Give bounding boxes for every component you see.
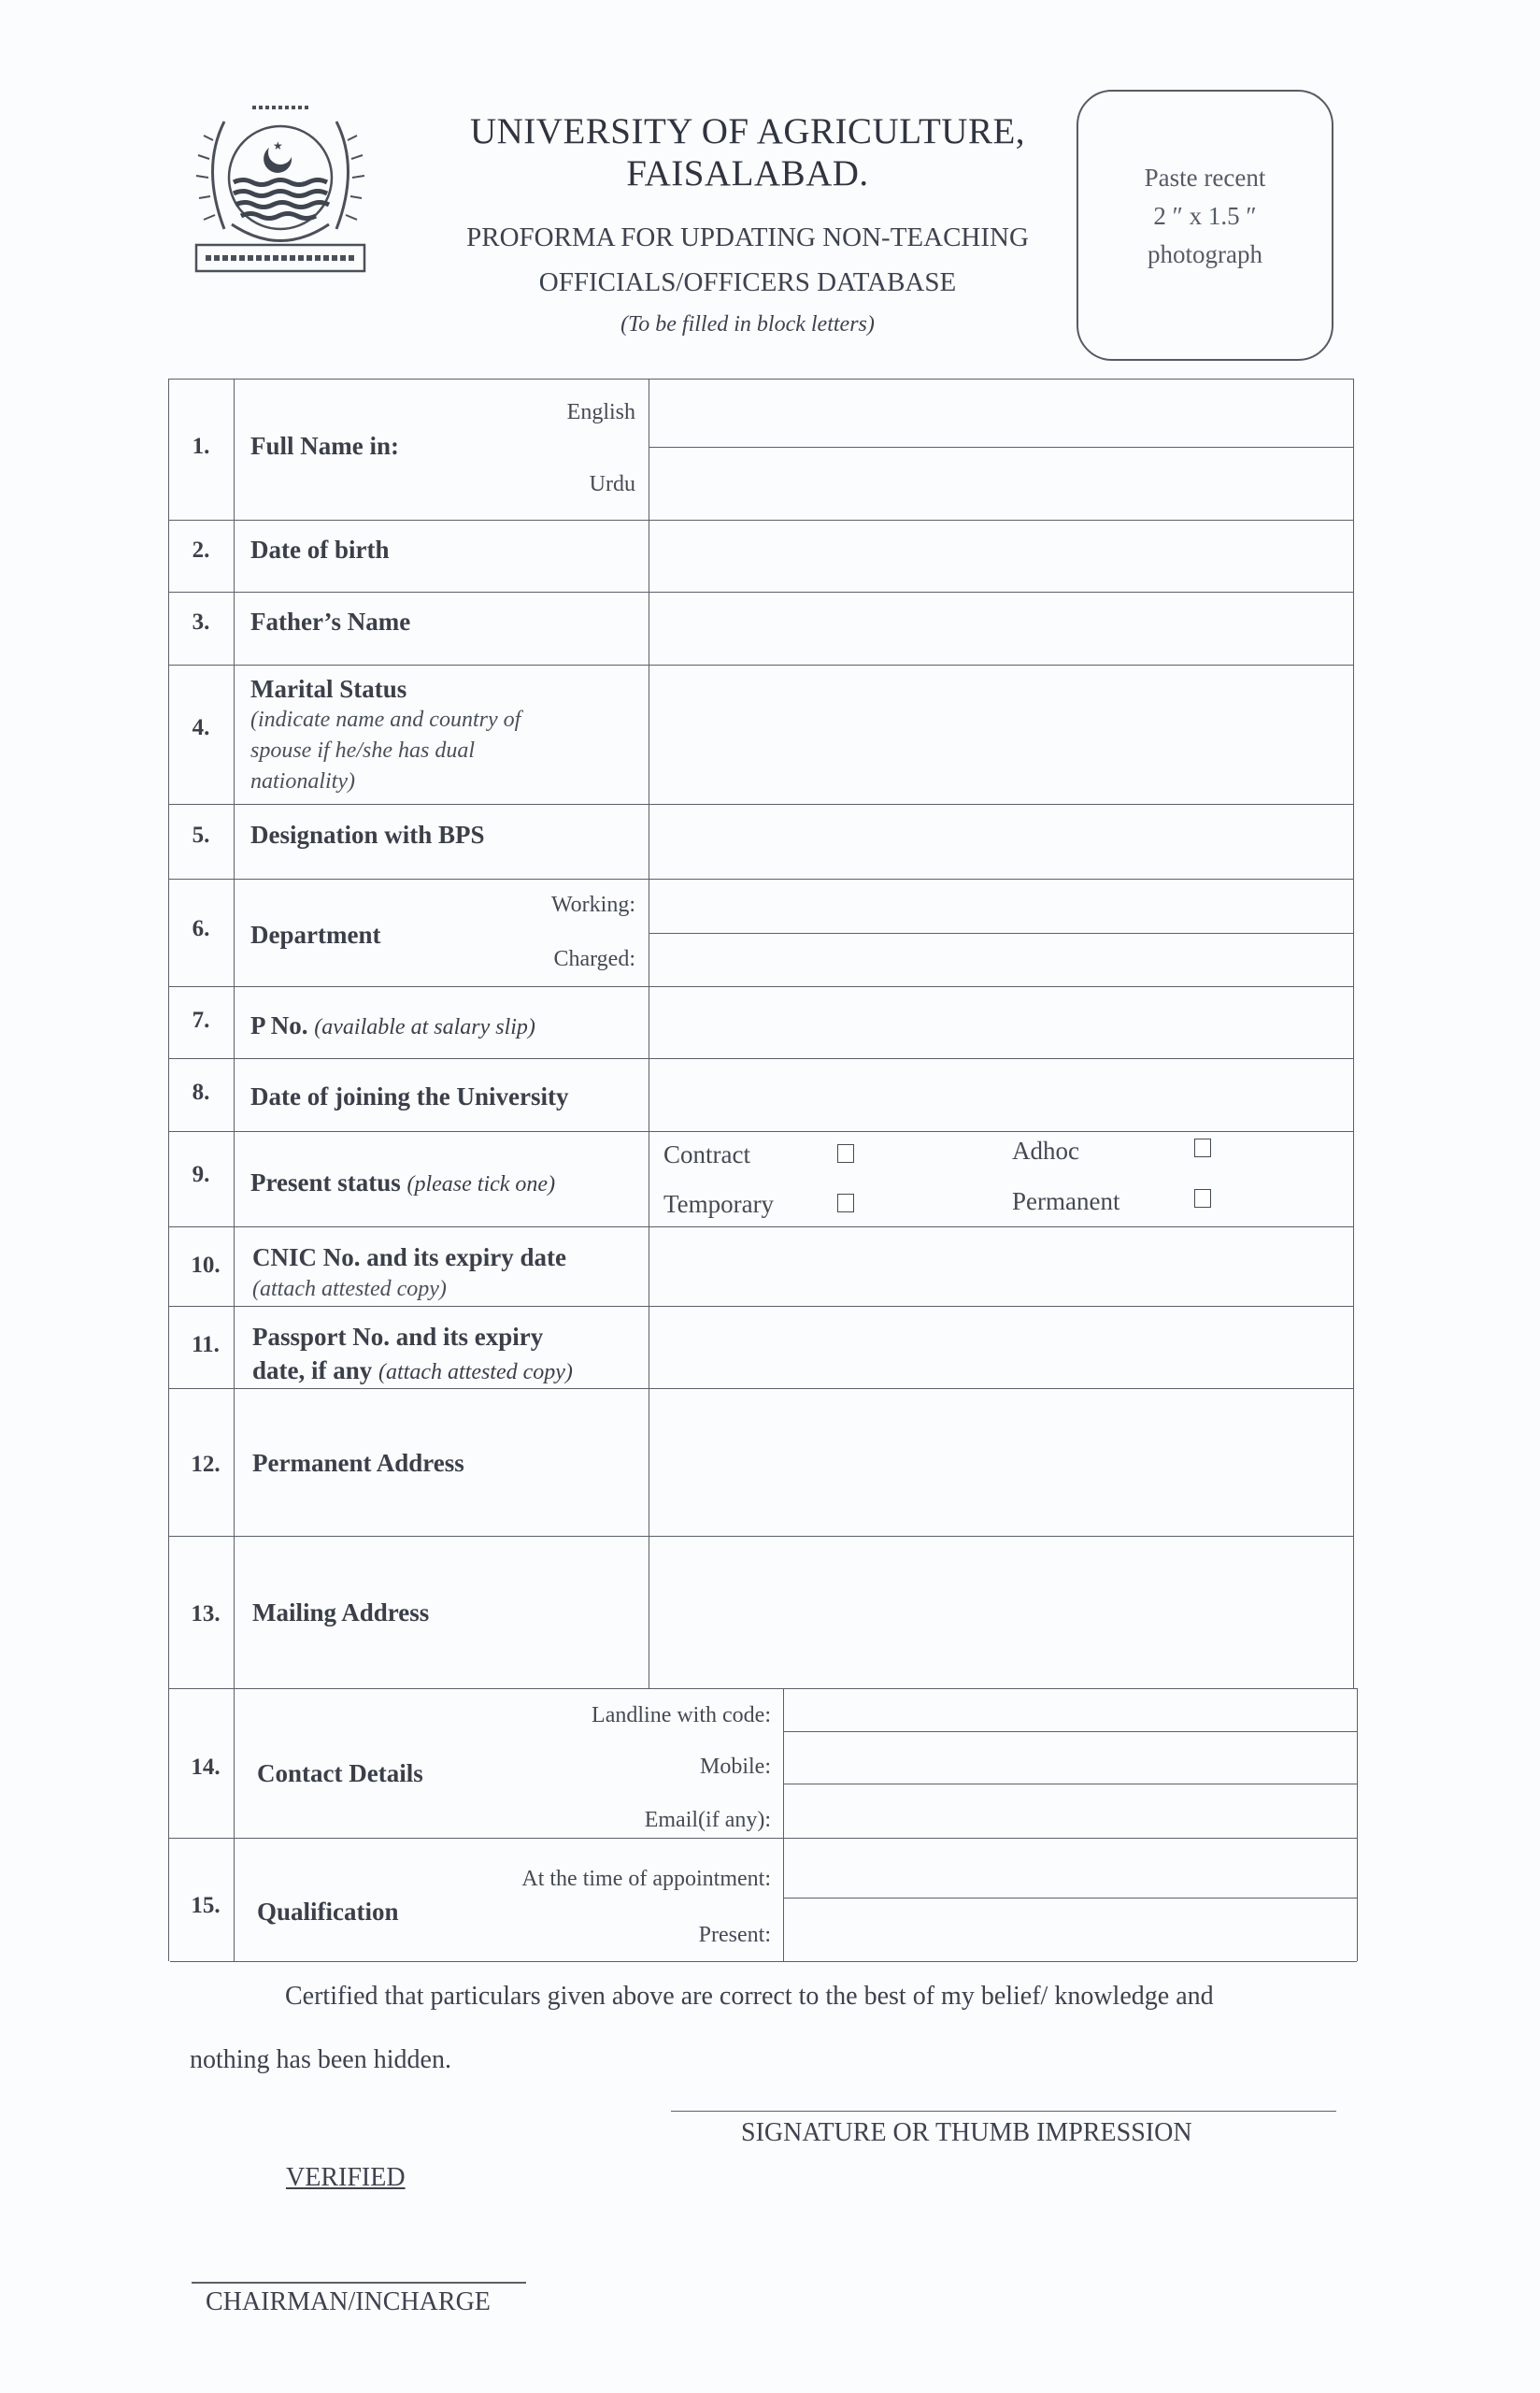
divider <box>783 1731 1357 1732</box>
permanent-address-field[interactable] <box>650 1390 1351 1534</box>
english-sublabel: English <box>566 400 635 424</box>
working-sublabel: Working: <box>550 893 635 917</box>
row-number: 1. <box>192 434 210 459</box>
university-name-line1: UNIVERSITY OF AGRICULTURE, <box>469 111 1026 151</box>
photo-instructions <box>1078 159 1332 274</box>
passport-label-line1: Passport No. and its expiry <box>252 1323 544 1351</box>
contract-checkbox[interactable] <box>837 1144 854 1163</box>
present-status-label <box>250 1168 555 1197</box>
p-no-note: (available at salary slip) <box>314 1015 535 1039</box>
present-status-label-text: Present status <box>250 1168 401 1196</box>
divider <box>168 804 1353 805</box>
date-of-joining-field[interactable] <box>650 1060 1351 1129</box>
photo-line2: 2 ″ x 1.5 ″ <box>1153 202 1257 230</box>
option-adhoc-label: Adhoc <box>1012 1137 1079 1165</box>
divider <box>168 879 1353 880</box>
marital-status-note-1: (indicate name and country of <box>250 708 521 732</box>
email-field[interactable] <box>785 1785 1355 1836</box>
designation-label: Designation with BPS <box>250 821 485 849</box>
date-of-joining-label: Date of joining the University <box>250 1082 569 1111</box>
certification-line1: Certified that particulars given above are correct to the best of my belief/ knowledge and <box>285 1982 1214 2011</box>
qualification-appointment-field[interactable] <box>785 1840 1355 1896</box>
passport-field[interactable] <box>650 1308 1351 1386</box>
certification-line2: nothing has been hidden. <box>190 2045 451 2074</box>
row-number: 14. <box>191 1755 221 1780</box>
permanent-address-label: Permanent Address <box>252 1449 464 1477</box>
fathers-name-label: Father’s Name <box>250 608 411 636</box>
fill-instruction: (To be filled in block letters) <box>620 312 875 337</box>
fathers-name-field[interactable] <box>650 594 1351 663</box>
department-charged-field[interactable] <box>650 935 1351 984</box>
table-bottom-border <box>170 1961 1357 1962</box>
row-number: 13. <box>191 1601 221 1626</box>
designation-field[interactable] <box>650 806 1351 877</box>
row-number: 8. <box>192 1080 210 1105</box>
full-name-english-field[interactable] <box>650 380 1351 446</box>
charged-sublabel: Charged: <box>553 947 635 971</box>
row-number: 9. <box>192 1162 210 1187</box>
photo-line1: Paste recent <box>1144 164 1266 192</box>
passport-label-line2-text: date, if any <box>252 1356 373 1384</box>
value-column-divider-lower <box>783 1688 784 1961</box>
photo-line3: photograph <box>1148 240 1262 268</box>
option-temporary-label: Temporary <box>663 1190 775 1218</box>
full-name-label: Full Name in: <box>250 432 399 460</box>
signature-line <box>671 2111 1336 2112</box>
divider <box>783 1898 1357 1899</box>
p-no-field[interactable] <box>650 988 1351 1056</box>
divider <box>649 447 1353 448</box>
appointment-sublabel: At the time of appointment: <box>521 1867 771 1891</box>
divider <box>168 1131 1353 1132</box>
qualification-present-field[interactable] <box>785 1899 1355 1959</box>
marital-status-note-3: nationality) <box>250 769 355 794</box>
row-number: 12. <box>191 1452 221 1477</box>
row-number: 10. <box>191 1253 221 1278</box>
divider <box>168 1388 1353 1389</box>
adhoc-checkbox[interactable] <box>1194 1139 1211 1157</box>
row-number: 3. <box>192 609 210 635</box>
p-no-label <box>250 1011 535 1040</box>
permanent-checkbox[interactable] <box>1194 1189 1211 1208</box>
department-working-field[interactable] <box>650 881 1351 931</box>
cnic-field[interactable] <box>650 1228 1351 1304</box>
row-number: 15. <box>191 1893 221 1918</box>
table-top-border <box>168 379 1353 380</box>
row-number: 11. <box>192 1332 220 1357</box>
table-right-border-lower <box>1357 1688 1358 1961</box>
cnic-note: (attach attested copy) <box>252 1277 447 1301</box>
row-number: 4. <box>192 715 210 740</box>
divider <box>168 592 1353 593</box>
table-left-border <box>168 379 169 1961</box>
passport-note: (attach attested copy) <box>378 1360 573 1384</box>
row-number: 2. <box>192 537 210 563</box>
mobile-sublabel: Mobile: <box>700 1755 771 1779</box>
table-right-border <box>1353 379 1354 1688</box>
marital-status-field[interactable] <box>650 666 1351 802</box>
mailing-address-label: Mailing Address <box>252 1598 430 1626</box>
mobile-field[interactable] <box>785 1733 1355 1782</box>
divider <box>168 665 1353 666</box>
divider <box>168 1306 1353 1307</box>
chairman-signature-line <box>192 2282 526 2284</box>
proforma-title-line2: OFFICIALS/OFFICERS DATABASE <box>538 267 957 297</box>
divider <box>168 1688 1357 1689</box>
divider <box>649 933 1353 934</box>
landline-sublabel: Landline with code: <box>592 1703 771 1727</box>
svg-text:★: ★ <box>273 139 283 152</box>
row-number: 6. <box>192 916 210 941</box>
chairman-label: CHAIRMAN/INCHARGE <box>206 2287 491 2316</box>
date-of-birth-field[interactable] <box>650 522 1351 590</box>
row-number: 5. <box>192 823 210 848</box>
divider <box>168 1058 1353 1059</box>
department-label: Department <box>250 921 381 949</box>
date-of-birth-label: Date of birth <box>250 536 390 564</box>
email-sublabel: Email(if any): <box>644 1808 771 1832</box>
passport-label-line2 <box>252 1356 573 1385</box>
divider <box>168 520 1353 521</box>
landline-field[interactable] <box>785 1690 1355 1729</box>
contact-details-label: Contact Details <box>257 1759 423 1787</box>
signature-label: SIGNATURE OR THUMB IMPRESSION <box>741 2118 1192 2147</box>
university-crest-icon <box>187 84 374 280</box>
divider <box>168 1226 1353 1227</box>
qualification-label: Qualification <box>257 1898 399 1926</box>
divider <box>168 1838 1357 1839</box>
urdu-sublabel: Urdu <box>589 472 635 496</box>
number-column-divider <box>234 379 235 1961</box>
mailing-address-field[interactable] <box>650 1538 1351 1686</box>
full-name-urdu-field[interactable] <box>650 449 1351 518</box>
option-permanent-label: Permanent <box>1012 1187 1120 1215</box>
proforma-title-line1: PROFORMA FOR UPDATING NON-TEACHING <box>466 222 1029 252</box>
p-no-label-text: P No. <box>250 1011 308 1039</box>
cnic-label: CNIC No. and its expiry date <box>252 1243 567 1271</box>
row-number: 7. <box>192 1008 210 1033</box>
marital-status-note-2: spouse if he/she has dual <box>250 738 475 763</box>
divider <box>168 1536 1353 1537</box>
university-name-line2: FAISALABAD. <box>626 153 869 193</box>
verified-label: VERIFIED <box>286 2163 406 2192</box>
photo-placeholder[interactable] <box>1077 90 1333 361</box>
present-sublabel: Present: <box>698 1923 771 1947</box>
divider <box>168 986 1353 987</box>
marital-status-label: Marital Status <box>250 675 407 703</box>
present-status-note: (please tick one) <box>406 1172 556 1196</box>
temporary-checkbox[interactable] <box>837 1194 854 1212</box>
option-contract-label: Contract <box>663 1140 750 1168</box>
